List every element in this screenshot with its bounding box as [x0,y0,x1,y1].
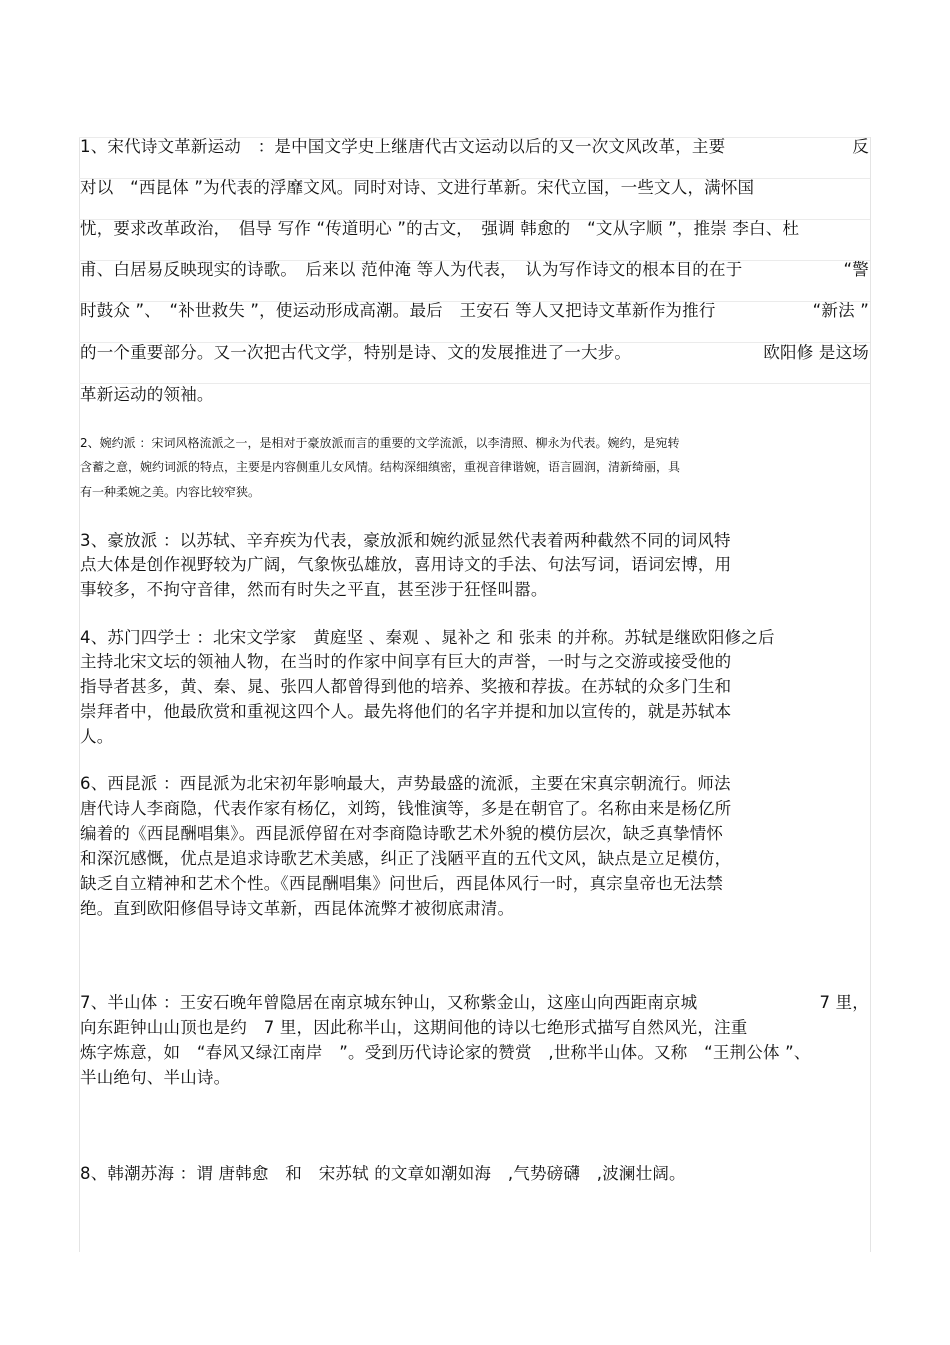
line-text: 1、宋代诗文革新运动 ：是中国文学史上继唐代古文运动以后的又一次文风改革，主要 [80,137,726,156]
line-tail-text: “新法 ” [812,301,869,320]
line-tail-text: 欧阳修 是这场 [763,343,869,362]
paragraph-line: 有一种柔婉之美。内容比较窄狭。 [80,485,261,499]
paragraph-line [80,342,869,364]
line-text: 的一个重要部分。又一次把古代文学，特别是诗、文的发展推进了一大步。 [80,343,632,362]
paragraph-line [80,992,869,1014]
paragraph-line: 8、韩潮苏海 ：谓 唐韩愈 和 宋苏轼 的文章如潮如海 ,气势磅礴 ,波澜壮阔。 [80,1164,686,1183]
paragraph-line: 点大体是创作视野较为广阔，气象恢弘雄放，喜用诗文的手法、句法写词，语词宏博，用 [80,555,732,574]
paragraph-line: 4、苏门四学士 ：北宋文学家 黄庭坚 、秦观 、晁补之 和 张耒 的并称。苏轼是继欧阳修之后 [80,628,775,647]
paragraph-line [80,300,869,322]
paragraph-line: 革新运动的领袖。 [80,385,214,404]
line-tail-text: 7 里， [819,993,869,1012]
line-tail-text: “警 [843,260,869,279]
paragraph-line: 6、西昆派 ：西昆派为北宋初年影响最大，声势最盛的流派，主要在宋真宗朝流行。师法 [80,774,731,793]
line-text: 甫、白居易反映现实的诗歌。 后来以 范仲淹 等人为代表， 认为写作诗文的根本目的在于 [80,260,743,279]
paragraph-line: 主持北宋文坛的领袖人物，在当时的作家中间享有巨大的声誉，一时与之交游或接受他的 [80,652,732,671]
paragraph-line [80,259,869,281]
paragraph-line: 人。 [80,727,114,746]
paragraph-line: 向东距钟山山顶也是约 7 里，因此称半山，这期间他的诗以七绝形式描写自然风光，注重 [80,1018,748,1037]
paragraph-line: 炼字炼意，如 “春风又绿江南岸 ”。受到历代诗论家的赞赏 ,世称半山体。又称 “王荆公体 ”、 [80,1043,811,1062]
paragraph-line: 事较多，不拘守音律，然而有时失之平直，甚至涉于狂怪叫嚣。 [80,580,548,599]
paragraph-line: 崇拜者中，他最欣赏和重视这四个人。最先将他们的名字并提和加以宣传的，就是苏轼本 [80,702,732,721]
paragraph-line: 2、婉约派 ：宋词风格流派之一，是相对于豪放派而言的重要的文学流派，以李清照、柳永为代表。婉约，是宛转 [80,436,680,450]
paragraph-line [80,136,869,158]
paragraph-line: 和深沉感慨，优点是追求诗歌艺术美感，纠正了浅陋平直的五代文风，缺点是立足模仿， [80,849,732,868]
line-text: 7、半山体 ：王安石晚年曾隐居在南京城东钟山，又称紫金山，这座山向西距南京城 [80,993,698,1012]
paragraph-line: 绝。直到欧阳修倡导诗文革新，西昆体流弊才被彻底肃清。 [80,899,515,918]
line-text: 时鼓众 ”、 “补世救失 ”，使运动形成高潮。最后 王安石 等人又把诗文革新作为推行 [80,301,716,320]
paragraph-line: 3、豪放派 ：以苏轼、辛弃疾为代表，豪放派和婉约派显然代表着两种截然不同的词风特 [80,531,731,550]
line-tail-text: 反 [852,137,869,156]
paragraph-line: 对以 “西昆体 ”为代表的浮靡文风。同时对诗、文进行革新。宋代立国，一些文人，满怀国 [80,178,755,197]
paragraph-line: 含蓄之意，婉约词派的特点，主要是内容侧重儿女风情。结构深细缜密，重视音律谐婉，语言圆润，清新绮丽，具 [80,460,681,474]
paragraph-line: 缺乏自立精神和艺术个性。《西昆酬唱集》问世后，西昆体风行一时，真宗皇帝也无法禁 [80,874,724,893]
paragraph-line: 指导者甚多，黄、秦、晁、张四人都曾得到他的培养、奖掖和荐拔。在苏轼的众多门生和 [80,677,732,696]
frame-right-border [870,137,871,1252]
paragraph-line: 半山绝句、半山诗。 [80,1068,231,1087]
paragraph-line: 唐代诗人李商隐，代表作家有杨亿，刘筠，钱惟演等，多是在朝官了。名称由来是杨亿所 [80,799,732,818]
paragraph-line: 忧，要求改革政治， 倡导 写作 “传道明心 ”的古文， 强调 韩愈的 “文从字顺 ”，推崇 李白、杜 [80,219,800,238]
paragraph-line: 编着的《西昆酬唱集》。西昆派停留在对李商隐诗歌艺术外貌的模仿层次，缺乏真挚情怀 [80,824,724,843]
